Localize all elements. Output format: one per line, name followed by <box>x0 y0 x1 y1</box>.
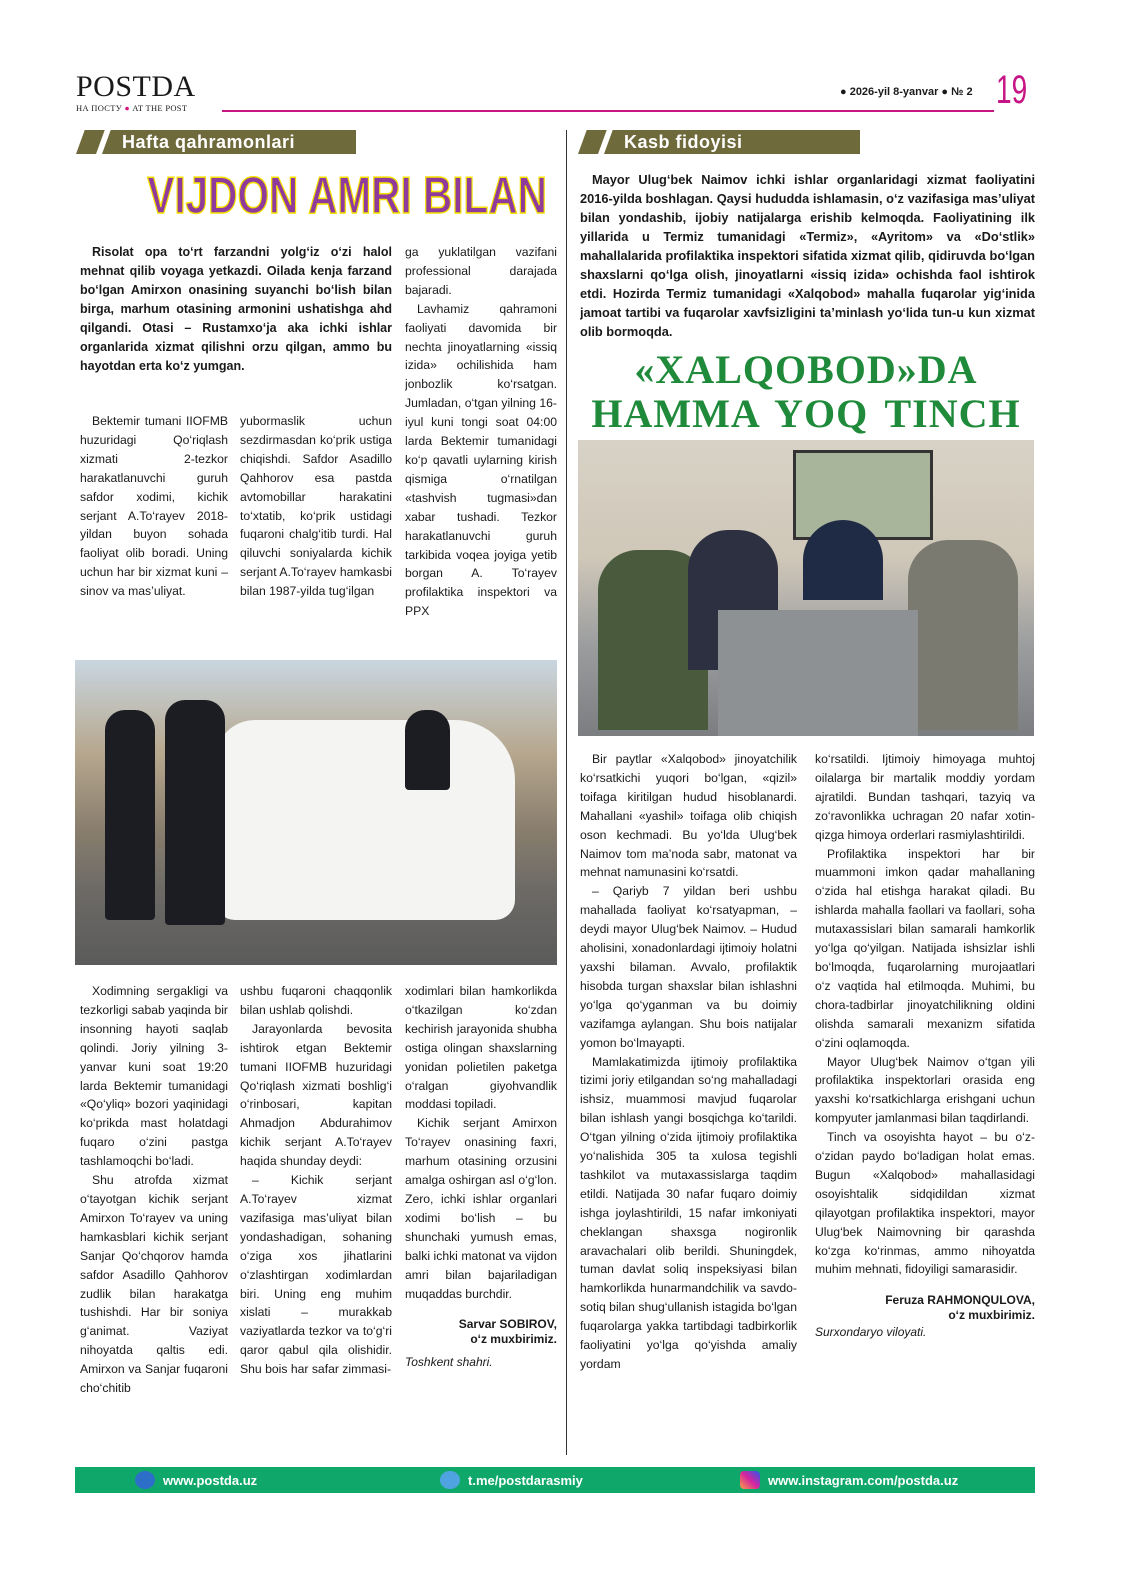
car-shape <box>215 720 515 920</box>
paragraph: ga yuklatilgan vazifani professional darajada bajaradi. <box>405 245 557 297</box>
text-column <box>405 982 557 1452</box>
table <box>718 610 918 736</box>
paragraph: Profilaktika inspektori har bir muammoni imkon qadar mahallaning o‘zida hal etishga harakat qiladi. Bu ishlarda mahalla faollari va faollari, soha mutaxassislari bilan samarali hamkorlik yo‘lga qo‘yilgan. Natijada ishsizlar ishli bo‘lmoqda, fuqarolarning murojaatlari o‘z vaqtida hal etilmoqda. Muhimi, bu chora-tadbirlar jinoyatchilikning oldini olishda samarali mexanizm sifatida o‘zini oqlamoqda. <box>815 846 1035 1050</box>
paragraph: Shu atrofda xizmat o‘tayotgan kichik serjant Amirxon To‘rayev va uning hamkasblari kichik serjant Sanjar Qo‘chqorov hamda safdor Asadillo Qahhorov zudlik bilan harakatga tushishdi. Har bir soniya g‘animat. Vaziyat nihoyatda qaltis edi. Amirxon va Sanjar fuqaroni cho‘chitib <box>80 1173 228 1396</box>
rubric-banner <box>76 130 356 154</box>
telegram-text: t.me/postdarasmiy <box>468 1472 583 1488</box>
text-column <box>405 243 557 643</box>
website-link[interactable] <box>135 1471 257 1489</box>
telegram-link[interactable] <box>440 1471 583 1489</box>
article-headline: VIJDON AMRI BILAN <box>147 167 547 225</box>
text-column <box>580 750 797 1455</box>
column-divider <box>566 130 567 1455</box>
instagram-icon <box>740 1471 760 1489</box>
text-column <box>240 412 392 642</box>
telegram-icon <box>440 1471 460 1489</box>
paragraph: – Kichik serjant A.To‘rayev xizmat vazifasiga mas’uliyat bilan yondashadigan, sohaning o‘ziga xos jihatlarini o‘zlashtirgan xodimlardan biri. Uning eng muhim xislati – murakkab vaziyatlarda tezkor va to‘g‘ri qaror qabul qila olishidir. Shu bois har safar zimmasi- <box>240 1173 392 1377</box>
headline-line: HAMMA YOQ TINCH <box>591 391 1021 436</box>
officer-figure <box>105 710 155 920</box>
headline-line: «XALQOBOD»DA <box>634 347 978 392</box>
paragraph: Mayor Ulug‘bek Naimov o‘tgan yili profilaktika inspektorlari orasida eng yaxshi ko‘rsatkichlarga erishgani uchun kompyuter jamlanmasi bilan taqdirlandi. <box>815 1054 1035 1126</box>
instagram-link[interactable] <box>740 1471 958 1489</box>
rubric-banner <box>578 130 860 154</box>
issue-date: ● 2026-yil 8-yanvar ● № 2 <box>840 86 973 98</box>
paragraph: xodimlari bilan hamkorlikda o‘tkazilgan ko‘zdan kechirish jarayonida shubha ostiga olingan shaxslarning yonidan polietilen paketga o‘ralgan giyohvandlik moddasi topiladi. <box>405 984 557 1112</box>
rubric-label: Kasb fidoyisi <box>624 132 743 152</box>
author-role: o‘z muxbirimiz. <box>948 1308 1035 1323</box>
article-headline <box>577 348 1035 438</box>
paragraph: Bektemir tumani IIOFMB huzuridagi Qo‘riqlash xizmati 2-tezkor harakatlanuvchi guruh safdor xodimi, kichik serjant A.To‘rayev 2018-yildan buyon sohada faoliyat olib boradi. Uning uchun har bir xizmat kuni – sinov va mas’uliyat. <box>80 414 228 599</box>
paragraph: Lavhamiz qahramoni faoliyati davomida bir nechta jinoyatlarning «issiq izida» ochilishida ham jonbozlik ko‘rsatgan. Jumladan, o‘tgan yilning 16-iyul kuni tongi soat 04:00 larda Bektemir tumanidagi ko‘p qavatli uylarning kirish qismiga o‘rnatilgan «tashvish tugmasi»dan xabar tushadi. Tezkor harakatlanuvchi guruh tarkibida voqea joyiga yetib borgan A. To‘rayev profilaktika inspektori va PPX <box>405 301 557 619</box>
text-column <box>240 982 392 1452</box>
lead-text: Mayor Ulug‘bek Naimov ichki ishlar organlaridagi xizmat faoliyatini 2016-yilda boshlagan. Qaysi hududda ishlamasin, o‘z vazifasiga mas’uliyat bilan yondashib, ijobiy natijalarga erishib kelmoqda. Faoliyatining ilk yillarida u Termiz tumanidagi «Termiz», «Ayritom» va «Do‘stlik» mahallalarida profilaktika inspektori sifatida xizmat qilib, qidiruvda bo‘lgan shaxslarni qo‘lga olish, jinoyatlarni «issiq izida» ochishda faol ishtirok etdi. Hozirda Termiz tumanidagi «Xalqobod» mahalla fuqarolar yig‘inida jamoat tartibi va fuqarolar xavfsizligini ta’minlash yo‘lida tun-u kun xizmat olib bormoqda. <box>580 172 1035 339</box>
author-name: Feruza RAHMONQULOVA, <box>885 1293 1035 1308</box>
instagram-text: www.instagram.com/postda.uz <box>768 1472 959 1488</box>
paragraph: Kichik serjant Amirxon To‘rayev onasining faxri, marhum otasining orzusini amalga oshirgan asl o‘g‘lon. Zero, ichki ishlar organlari xodimi bo‘lish – bu shunchaki yumush emas, balki ichki matonat va vijdon amri bilan bajariladigan muqaddas burchdir. <box>405 1116 557 1301</box>
paragraph: – Qariyb 7 yildan beri ushbu mahallada faoliyat ko‘rsatyapman, – deydi mayor Ulug‘bek Naimov. – Hudud aholisini, xonadonlardagi ijtimoiy holatni yaxshi bilaman. Avvalo, profilaktik hisobda turgan shaxslar bilan ishlashni yo‘lga qo‘yganman va bu doimiy vazifamga aylangan. Shu bois natijalar yomon bo‘lmayapti. <box>580 884 797 1050</box>
author-name: Sarvar SOBIROV, <box>458 1317 557 1332</box>
office-meeting-photo <box>578 440 1034 736</box>
paragraph: ko‘rsatildi. Ijtimoiy himoyaga muhtoj oilalarga bir martalik moddiy yordam ajratildi. Bundan tashqari, tazyiq va zo‘ravonlikka uchragan 20 nafar xotin-qizga himoya orderlari rasmiylashtirildi. <box>815 752 1035 842</box>
rubric-label: Hafta qahramonlari <box>122 132 296 152</box>
officer-figure <box>803 520 883 600</box>
article-lead <box>80 243 392 395</box>
text-column <box>80 982 228 1452</box>
officer-figure <box>405 710 450 790</box>
subtitle-ru: НА ПОСТУ <box>76 103 123 113</box>
page-number: 19 <box>996 68 1028 112</box>
lead-text: Risolat opa to‘rt farzandni yolg‘iz o‘zi halol mehnat qilib voyaga yetkazdi. Oilada kenja farzand bo‘lgan Amirxon onasining suyanchi bo‘lish bilan birga, marhum otasining armonini ushatishga ahd qilgandi. Otasi – Rustamxo‘ja aka ichki ishlar organlarida xizmat qilishni orzu qilgan, ammo bu hayotdan erta ko‘z yumgan. <box>80 245 392 373</box>
paragraph: Tinch va osoyishta hayot – bu o‘z-o‘zidan paydo bo‘ladigan holat emas. Bugun «Xalqobod» mahallasidagi osoyishtalik sidqidildan xizmat qilayotgan profilaktika inspektori, mayor Ulug‘bek Naimovning bir qarashda ko‘zga ko‘rinmas, ammo nihoyatda muhim mehnati, fidoyiligi samarasidir. <box>815 1130 1035 1277</box>
paragraph: yubormaslik uchun sezdirmasdan ko‘prik ustiga chiqishdi. Safdor Asadillo Qahhorov esa pastda avtomobillar harakatini to‘xtatib, ko‘prik ustidagi fuqaroni chalg‘itib turdi. Hal qiluvchi soniyalarda kichik serjant A.To‘rayev hamkasbi bilan 1987-yilda tug‘ilgan <box>240 414 392 599</box>
newspaper-logo: POSTDA <box>76 70 196 103</box>
header-rule <box>222 110 994 112</box>
paragraph: Bir paytlar «Xalqobod» jinoyatchilik ko‘rsatkichi yuqori bo‘lgan, «qizil» toifaga kiritilgan hudud hisoblanardi. Mahallani «yashil» toifaga olib chiqish oson kechmadi. Bu yo‘lda Ulug‘bek Naimov tom ma’noda sabr, matonat va mehnat namunasini ko‘rsatdi. <box>580 752 797 880</box>
paragraph: Mamlakatimizda ijtimoiy profilaktika tizimi joriy etilgandan so‘ng mahalladagi ishsiz, muammosi mavjud fuqarolar bilan ishlash yangi bosqichga ko‘tarildi. O‘tgan yilning o‘zida ijtimoiy profilaktika yo‘nalishida 305 ta xulosa tegishli tashkilot va mutaxassislarga taqdim etildi. Natijada 30 nafar fuqaro doimiy ishga joylashtirildi, 15 nafar imkoniyati cheklangan shaxsga nogironlik aravachalari olib berildi. Shuningdek, tuman davlat soliq inspeksiyasi bilan hamkorlikda hunarmandchilik va savdo-sotiq bilan shug‘ullanish istagida bo‘lgan fuqarolarga yakka tartibdagi tadbirkorlik faoliyatini yo‘lga qo‘yishda amaliy yordam <box>580 1054 797 1371</box>
paragraph: Xodimning sergakligi va tezkorligi sabab yaqinda bir insonning hayoti saqlab qolindi. Joriy yilning 3-yanvar kuni soat 19:20 larda Bektemir tumanidagi «Qo‘yliq» bozori yaqinidagi ko‘prikda mast holatdagi fuqaro o‘zini pastga tashlamoqchi bo‘ladi. <box>80 984 228 1169</box>
website-text: www.postda.uz <box>163 1472 258 1488</box>
article-lead <box>580 170 1035 342</box>
paragraph: ushbu fuqaroni chaqqonlik bilan ushlab qolishdi. <box>240 984 392 1017</box>
paragraph: Jarayonlarda bevosita ishtirok etgan Bektemir tumani IIOFMB huzuridagi Qo‘riqlash xizmati boshlig‘i o‘rinbosari, kapitan Ahmadjon Abdurahimov kichik serjant A.To‘rayev haqida shunday deydi: <box>240 1021 392 1169</box>
person-figure <box>908 540 1018 730</box>
police-car-photo <box>75 660 557 965</box>
globe-icon <box>135 1471 155 1489</box>
footer-bar <box>75 1467 1035 1493</box>
logo-subtitle: НА ПОСТУ ● AT THE POST <box>76 103 188 113</box>
author-role: o‘z muxbirimiz. <box>470 1332 557 1347</box>
subtitle-en: AT THE POST <box>132 103 188 113</box>
text-column <box>815 750 1035 1455</box>
author-place: Toshkent shahri. <box>405 1355 493 1370</box>
text-column <box>80 412 228 642</box>
author-place: Surxondaryo viloyati. <box>815 1325 927 1340</box>
officer-figure <box>165 700 225 925</box>
